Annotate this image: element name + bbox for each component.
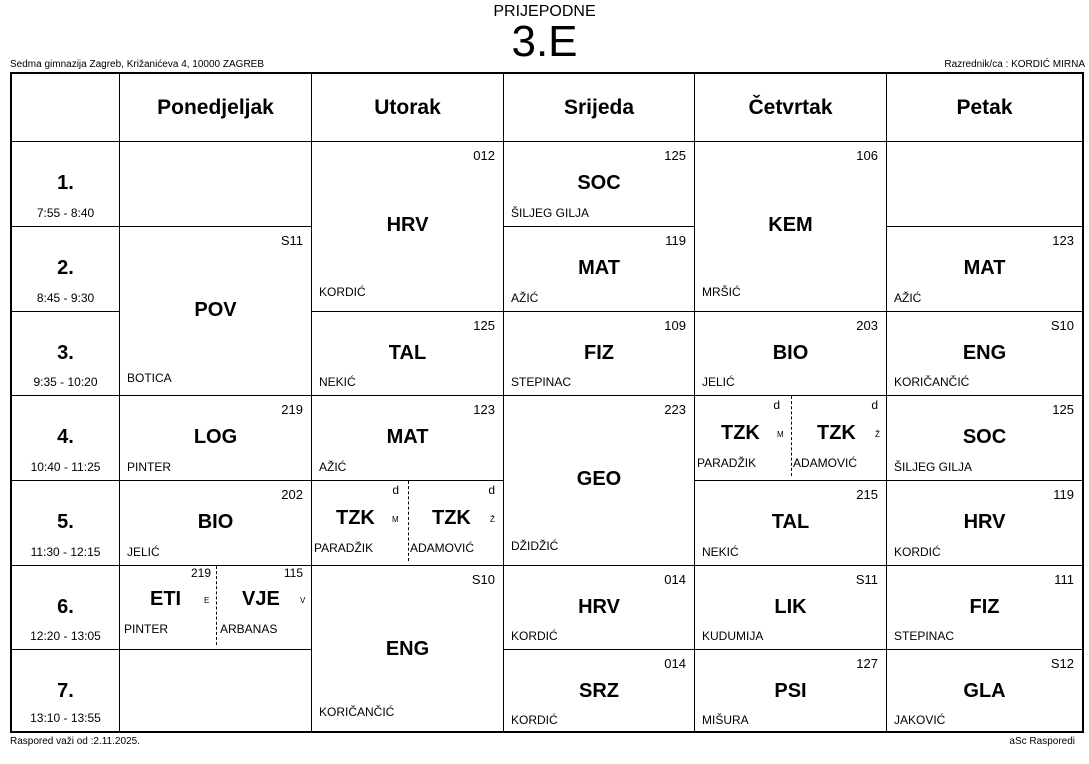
period-time: 7:55 - 8:40 [36,206,95,220]
teacher-name: KORIČANČIĆ [319,705,395,719]
subject: GLA [963,680,1006,702]
teacher-name: STEPINAC [511,375,572,389]
empty-slot [887,142,1082,227]
subject: ENG [962,342,1007,364]
room-number: S11 [280,233,303,248]
room-number: 014 [664,656,686,671]
timetable-grid [10,72,1084,733]
period-number: 4. [57,426,74,448]
period-number: 6. [57,596,74,618]
lesson-thu-kem [695,142,887,312]
lesson-mon-pov [120,227,312,396]
room-number: 125 [473,318,495,333]
teacher-name: AŽIĆ [511,291,539,305]
room-number: 106 [856,148,878,163]
lesson-mon-log [120,396,312,481]
lesson-tue-eng [312,566,504,731]
teacher-name: KORIČANČIĆ [894,375,970,389]
period-6 [12,566,120,650]
subject: TZK [432,507,471,529]
day-header-friday: Petak [887,74,1082,142]
teacher-name: KORDIĆ [511,629,558,643]
group-code: Ž [875,430,880,439]
lesson-fri-fiz [887,566,1082,650]
room-number: 123 [473,402,495,417]
room-number: 014 [664,572,686,587]
subject: SRZ [579,680,619,702]
teacher-name: ADAMOVIĆ [793,456,858,470]
period-number: 5. [57,511,74,533]
lesson-wed-hrv [504,566,695,650]
teacher-name: AŽIĆ [894,291,922,305]
teacher-name: PARADŽIK [697,456,757,470]
subject: HRV [963,511,1006,533]
room-number: 119 [1053,487,1074,502]
subject: LOG [193,426,238,448]
subject: HRV [386,214,429,236]
room-number: 123 [1052,233,1074,248]
lesson-wed-srz [504,650,695,731]
lesson-tue-mat [312,396,504,481]
period-4 [12,396,120,481]
lesson-fri-soc [887,396,1082,481]
period-number: 2. [57,257,74,279]
period-time: 12:20 - 13:05 [30,629,101,643]
empty-slot [120,142,312,227]
subject: MAT [963,257,1006,279]
room-number: 109 [664,318,686,333]
lesson-tue-hrv [312,142,504,312]
teacher-name: JELIĆ [702,375,735,389]
subject: ENG [385,638,430,660]
period-2 [12,227,120,312]
room-number: 012 [473,148,495,163]
teacher-name: BOTICA [127,371,172,385]
software-credit: aSc Rasporedi [1009,736,1075,747]
lesson-thu-tzk [695,396,887,481]
subject: MAT [578,257,620,279]
subject: GEO [576,468,622,490]
room-number: d [392,483,399,497]
subject: POV [194,299,237,321]
teacher-name: PINTER [124,622,169,636]
teacher-name: JAKOVIĆ [894,713,946,727]
period-time: 13:10 - 13:55 [30,711,101,725]
room-number: 202 [281,487,303,502]
period-1 [12,142,120,227]
room-number: 119 [665,233,686,248]
lesson-thu-psi [695,650,887,731]
teacher-name: STEPINAC [894,629,955,643]
room-number: S10 [471,572,495,587]
subject: TZK [336,507,375,529]
teacher-name: PARADŽIK [314,541,374,555]
subject: FIZ [584,342,614,364]
group-code: V [300,596,306,605]
room-number: S10 [1050,318,1074,333]
shift-label: PRIJEPODNE [493,3,596,20]
lesson-wed-fiz [504,312,695,396]
lesson-fri-mat [887,227,1082,312]
period-number: 7. [57,680,74,702]
teacher-name: NEKIĆ [319,375,356,389]
period-3 [12,312,120,396]
lesson-wed-geo [504,396,695,566]
room-number: 127 [856,656,878,671]
period-time: 9:35 - 10:20 [33,375,98,389]
subject: TZK [817,422,856,444]
room-number: d [488,483,495,497]
room-number: 203 [856,318,878,333]
day-header-wednesday: Srijeda [504,74,695,142]
lesson-wed-soc [504,142,695,227]
day-header-monday: Ponedjeljak [120,74,312,142]
subject: SOC [577,172,621,194]
lesson-tue-tzk [312,481,504,566]
teacher-name: KORDIĆ [319,285,366,299]
teacher-name: ŠILJEG GILJA [894,460,973,474]
period-number: 3. [57,342,74,364]
teacher-name: AŽIĆ [319,460,347,474]
teacher-name: MIŠURA [702,713,749,727]
subject: TZK [721,422,760,444]
room-number: 111 [1054,572,1074,587]
group-divider [216,566,217,645]
room-number: 219 [281,402,303,417]
group-divider [408,481,409,561]
group-code: M [392,515,399,524]
teacher-name: JELIĆ [127,545,160,559]
period-time: 11:30 - 12:15 [30,545,101,559]
subject: PSI [774,680,807,702]
room-number: 125 [664,148,686,163]
teacher-name: DŽIDŽIĆ [511,539,559,553]
subject: SOC [962,426,1007,448]
lesson-wed-mat [504,227,695,312]
subject: HRV [578,596,620,618]
period-time: 10:40 - 11:25 [30,460,101,474]
school-address: Sedma gimnazija Zagreb, Križanićeva 4, 10000 ZAGREB [10,59,265,70]
day-header-tuesday: Utorak [312,74,504,142]
teacher-name: MRŠIĆ [702,285,741,299]
class-title: 3.E [511,17,578,66]
room-number: 125 [1052,402,1074,417]
lesson-tue-tal [312,312,504,396]
group-code: E [204,596,210,605]
subject: LIK [774,596,807,618]
room-number: d [773,398,780,412]
room-number: 215 [856,487,878,502]
lesson-thu-tal [695,481,887,566]
subject: MAT [386,426,429,448]
lesson-thu-lik [695,566,887,650]
teacher-name: KUDUMIJA [702,629,764,643]
teacher-name: ŠILJEG GILJA [511,206,590,220]
lesson-fri-hrv [887,481,1082,566]
validity-note: Raspored važi od :2.11.2025. [10,736,140,747]
group-code: M [777,430,784,439]
teacher-name: KORDIĆ [894,545,941,559]
group-code: Ž [490,515,495,524]
room-number: d [871,398,878,412]
teacher-name: ADAMOVIĆ [410,541,475,555]
group-divider [791,396,792,476]
subject: BIO [772,342,809,364]
period-5 [12,481,120,566]
lesson-mon-split [120,566,312,650]
room-number: S12 [1050,656,1074,671]
subject: BIO [197,511,234,533]
teacher-name: NEKIĆ [702,545,739,559]
teacher-name: KORDIĆ [511,713,558,727]
room-number: 115 [283,566,303,580]
room-number: S11 [855,572,878,587]
day-header-thursday: Četvrtak [695,74,887,142]
lesson-fri-gla [887,650,1082,731]
subject: ETI [150,588,182,610]
subject: TAL [388,342,427,364]
period-7 [12,650,120,731]
period-time: 8:45 - 9:30 [36,291,95,305]
subject: VJE [242,588,280,610]
corner-cell [12,74,120,142]
lesson-thu-bio [695,312,887,396]
room-number: 223 [664,402,686,417]
period-number: 1. [57,172,74,194]
subject: TAL [771,511,810,533]
class-teacher: Razrednik/ca : KORDIĆ MIRNA [944,59,1085,70]
teacher-name: PINTER [127,460,172,474]
teacher-name: ARBANAS [220,622,278,636]
room-number: 219 [190,566,211,580]
lesson-mon-bio [120,481,312,566]
lesson-fri-eng [887,312,1082,396]
subject: FIZ [969,596,1000,618]
empty-slot [120,650,312,731]
subject: KEM [768,214,813,236]
